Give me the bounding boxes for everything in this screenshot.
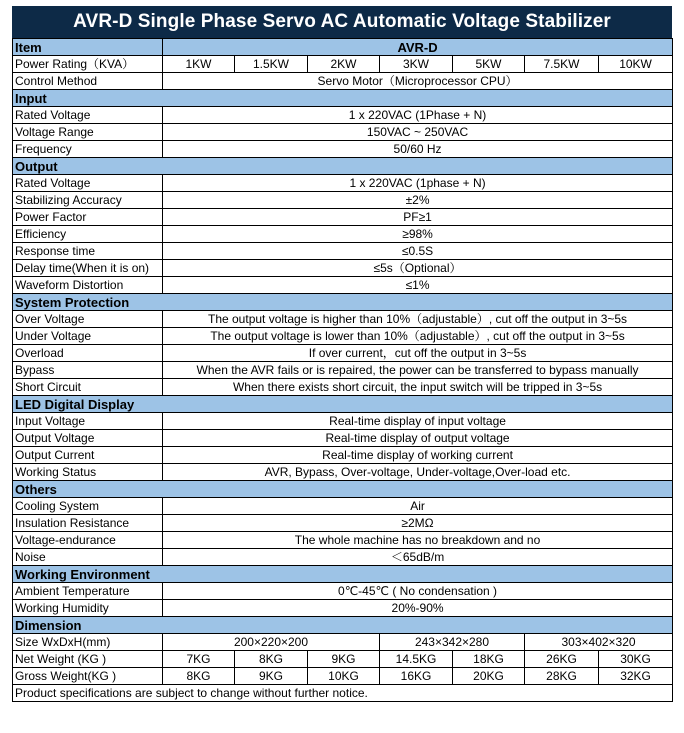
- row-value: ≤5s（Optional）: [163, 260, 673, 277]
- gross-weight-value: 8KG: [163, 668, 235, 685]
- row-value: When there exists short circuit, the input switch will be tripped in 3~5s: [163, 379, 673, 396]
- row-label: Overload: [13, 345, 163, 362]
- net-weight-value: 9KG: [308, 651, 380, 668]
- table-row: [13, 226, 673, 243]
- table-row: [13, 175, 673, 192]
- power-value: 1KW: [163, 56, 235, 73]
- row-value: The whole machine has no breakdown and no: [163, 532, 673, 549]
- row-label: Size WxDxH(mm): [13, 634, 163, 651]
- table-row: [13, 464, 673, 481]
- table-row: [13, 413, 673, 430]
- section-heading: Output: [13, 158, 673, 175]
- gross-weight-row: [13, 668, 673, 685]
- row-value: ≤1%: [163, 277, 673, 294]
- section-input: [13, 90, 673, 107]
- table-row: [13, 515, 673, 532]
- table-row: [13, 498, 673, 515]
- row-label: Output Current: [13, 447, 163, 464]
- row-value: Air: [163, 498, 673, 515]
- section-heading: System Protection: [13, 294, 673, 311]
- power-value: 2KW: [308, 56, 380, 73]
- size-value: 303×402×320: [525, 634, 673, 651]
- header-model: AVR-D: [163, 39, 673, 56]
- row-label: Working Humidity: [13, 600, 163, 617]
- row-value: AVR, Bypass, Over-voltage, Under-voltage,Over-load etc.: [163, 464, 673, 481]
- net-weight-value: 7KG: [163, 651, 235, 668]
- gross-weight-value: 10KG: [308, 668, 380, 685]
- table-row: [13, 379, 673, 396]
- table-row: [13, 141, 673, 158]
- gross-weight-value: 20KG: [453, 668, 525, 685]
- row-label: Ambient Temperature: [13, 583, 163, 600]
- gross-weight-value: 28KG: [525, 668, 599, 685]
- table-row: [13, 549, 673, 566]
- row-label: Frequency: [13, 141, 163, 158]
- row-label: Output Voltage: [13, 430, 163, 447]
- footnote-row: [13, 685, 673, 702]
- row-label: Stabilizing Accuracy: [13, 192, 163, 209]
- row-value: Real-time display of output voltage: [163, 430, 673, 447]
- row-label: Bypass: [13, 362, 163, 379]
- control-method-value: Servo Motor（Microprocessor CPU）: [163, 73, 673, 90]
- table-row: [13, 532, 673, 549]
- power-value: 7.5KW: [525, 56, 599, 73]
- row-label: Over Voltage: [13, 311, 163, 328]
- table-row: [13, 430, 673, 447]
- gross-weight-value: 32KG: [599, 668, 673, 685]
- power-rating-row: [13, 56, 673, 73]
- row-label: Insulation Resistance: [13, 515, 163, 532]
- power-rating-label: Power Rating（KVA）: [13, 56, 163, 73]
- row-label: Noise: [13, 549, 163, 566]
- row-label: Net Weight (KG ): [13, 651, 163, 668]
- row-label: Rated Voltage: [13, 107, 163, 124]
- table-row: [13, 583, 673, 600]
- table-row: [13, 328, 673, 345]
- row-value: ±2%: [163, 192, 673, 209]
- net-weight-value: 30KG: [599, 651, 673, 668]
- spec-sheet: [12, 6, 672, 702]
- section-dimension: [13, 617, 673, 634]
- table-row: [13, 277, 673, 294]
- table-row: [13, 243, 673, 260]
- header-item: Item: [13, 39, 163, 56]
- row-value: Real-time display of input voltage: [163, 413, 673, 430]
- row-value: ＜65dB/m: [163, 549, 673, 566]
- row-value: 0℃-45℃ ( No condensation ): [163, 583, 673, 600]
- row-label: Cooling System: [13, 498, 163, 515]
- gross-weight-value: 16KG: [380, 668, 453, 685]
- row-value: ≤0.5S: [163, 243, 673, 260]
- table-row: [13, 107, 673, 124]
- row-value: 1 x 220VAC (1phase + N): [163, 175, 673, 192]
- row-value: Real-time display of working current: [163, 447, 673, 464]
- row-label: Input Voltage: [13, 413, 163, 430]
- section-system-protection: [13, 294, 673, 311]
- table-row: [13, 124, 673, 141]
- gross-weight-value: 9KG: [235, 668, 308, 685]
- row-label: Power Factor: [13, 209, 163, 226]
- table-header-row: [13, 39, 673, 56]
- row-label: Under Voltage: [13, 328, 163, 345]
- row-label: Voltage Range: [13, 124, 163, 141]
- row-label: Gross Weight(KG ): [13, 668, 163, 685]
- power-value: 1.5KW: [235, 56, 308, 73]
- row-label: Delay time(When it is on): [13, 260, 163, 277]
- section-led-display: [13, 396, 673, 413]
- table-row: [13, 345, 673, 362]
- page-title: AVR-D Single Phase Servo AC Automatic Voltage Stabilizer: [12, 6, 672, 38]
- control-method-label: Control Method: [13, 73, 163, 90]
- table-row: [13, 362, 673, 379]
- row-value: 20%-90%: [163, 600, 673, 617]
- row-label: Waveform Distortion: [13, 277, 163, 294]
- section-heading: Dimension: [13, 617, 673, 634]
- table-row: [13, 600, 673, 617]
- net-weight-value: 8KG: [235, 651, 308, 668]
- row-label: Working Status: [13, 464, 163, 481]
- section-others: [13, 481, 673, 498]
- row-value: ≥98%: [163, 226, 673, 243]
- row-label: Short Circuit: [13, 379, 163, 396]
- table-row: [13, 209, 673, 226]
- control-method-row: [13, 73, 673, 90]
- section-heading: Others: [13, 481, 673, 498]
- table-row: [13, 447, 673, 464]
- size-value: 200×220×200: [163, 634, 380, 651]
- section-working-environment: [13, 566, 673, 583]
- net-weight-row: [13, 651, 673, 668]
- row-label: Rated Voltage: [13, 175, 163, 192]
- net-weight-value: 18KG: [453, 651, 525, 668]
- size-row: [13, 634, 673, 651]
- net-weight-value: 26KG: [525, 651, 599, 668]
- power-value: 3KW: [380, 56, 453, 73]
- row-value: 1 x 220VAC (1Phase + N): [163, 107, 673, 124]
- row-value: When the AVR fails or is repaired, the power can be transferred to bypass manually: [163, 362, 673, 379]
- power-value: 10KW: [599, 56, 673, 73]
- net-weight-value: 14.5KG: [380, 651, 453, 668]
- footnote: Product specifications are subject to change without further notice.: [13, 685, 673, 702]
- table-row: [13, 192, 673, 209]
- row-value: The output voltage is lower than 10%（adjustable）, cut off the output in 3~5s: [163, 328, 673, 345]
- table-row: [13, 311, 673, 328]
- spec-table: [12, 38, 673, 702]
- section-output: [13, 158, 673, 175]
- size-value: 243×342×280: [380, 634, 525, 651]
- row-label: Efficiency: [13, 226, 163, 243]
- row-value: If over current，cut off the output in 3~5s: [163, 345, 673, 362]
- row-value: 50/60 Hz: [163, 141, 673, 158]
- row-label: Voltage-endurance: [13, 532, 163, 549]
- row-value: ≥2MΩ: [163, 515, 673, 532]
- section-heading: Working Environment: [13, 566, 673, 583]
- row-label: Response time: [13, 243, 163, 260]
- section-heading: LED Digital Display: [13, 396, 673, 413]
- row-value: The output voltage is higher than 10%（adjustable）, cut off the output in 3~5s: [163, 311, 673, 328]
- power-value: 5KW: [453, 56, 525, 73]
- row-value: PF≥1: [163, 209, 673, 226]
- row-value: 150VAC ~ 250VAC: [163, 124, 673, 141]
- section-heading: Input: [13, 90, 673, 107]
- table-row: [13, 260, 673, 277]
